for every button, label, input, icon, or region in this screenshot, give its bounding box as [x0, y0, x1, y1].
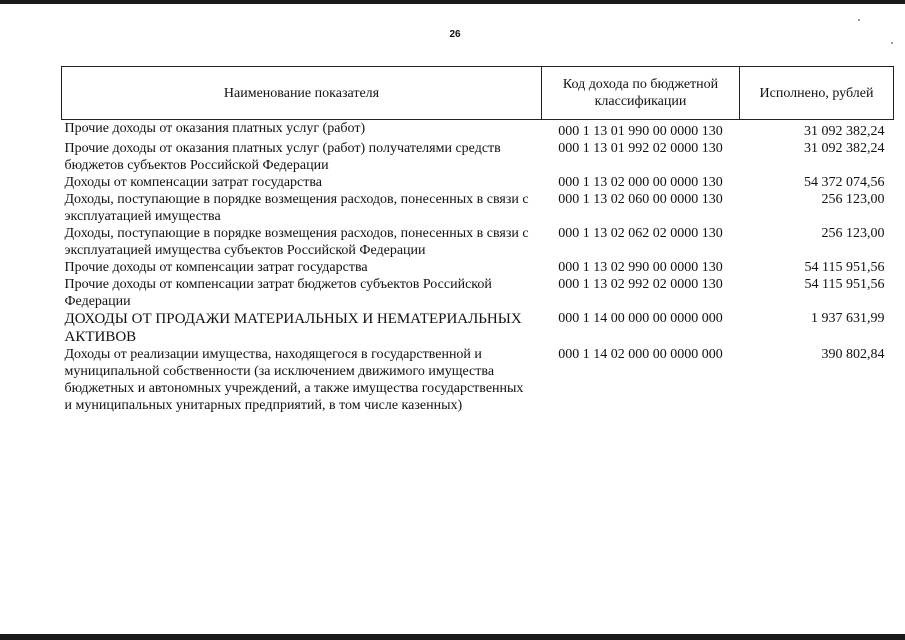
table-row	[62, 120, 894, 141]
table-row	[62, 276, 894, 310]
scan-speck	[858, 19, 860, 21]
row-name: Доходы, поступающие в порядке возмещения расходов, понесенных в связи с эксплуатацией имущества субъектов Российской Федерации	[64, 226, 529, 258]
table-row	[62, 259, 894, 276]
row-name: Доходы от компенсации затрат государства	[64, 175, 323, 190]
row-amount: 1 937 631,99	[811, 311, 885, 326]
column-header-amount: Исполнено, рублей	[740, 67, 894, 120]
table-row	[62, 140, 894, 174]
row-code: 000 1 13 01 992 02 0000 130	[558, 141, 723, 156]
page-number: 26	[449, 29, 461, 40]
row-code: 000 1 13 01 990 00 0000 130	[558, 124, 723, 139]
row-amount: 256 123,00	[821, 192, 885, 207]
row-code: 000 1 13 02 062 02 0000 130	[558, 226, 723, 241]
table-row	[62, 310, 894, 346]
column-header-code: Код дохода по бюджетной классификации	[542, 67, 740, 120]
row-name: Прочие доходы от оказания платных услуг (работ)	[64, 121, 366, 136]
scan-speck	[891, 42, 893, 44]
row-name: Прочие доходы от компенсации затрат государства	[64, 260, 368, 275]
row-amount: 390 802,84	[821, 347, 885, 362]
row-amount: 31 092 382,24	[804, 141, 885, 156]
row-amount: 256 123,00	[821, 226, 885, 241]
row-code: 000 1 13 02 000 00 0000 130	[558, 175, 723, 190]
row-code: 000 1 14 02 000 00 0000 000	[558, 347, 723, 362]
row-code: 000 1 14 00 000 00 0000 000	[558, 311, 723, 326]
row-name: Доходы от реализации имущества, находящегося в государственной и муниципальной собственности (за исключением движимого имущества бюджетных и автономных учреждений, а также имущества государственных и муниципальных унитарных предприятий, в том числе казенных)	[64, 347, 524, 413]
budget-revenue-table	[61, 66, 894, 414]
row-amount: 54 115 951,56	[804, 260, 885, 275]
column-header-name: Наименование показателя	[62, 67, 542, 120]
row-code: 000 1 13 02 060 00 0000 130	[558, 192, 723, 207]
row-amount: 54 372 074,56	[804, 175, 885, 190]
row-name: Прочие доходы от оказания платных услуг (работ) получателями средств бюджетов субъектов Российской Федерации	[64, 141, 501, 173]
row-name: ДОХОДЫ ОТ ПРОДАЖИ МАТЕРИАЛЬНЫХ И НЕМАТЕРИАЛЬНЫХ АКТИВОВ	[64, 311, 522, 345]
table-row	[62, 346, 894, 414]
scan-top-border	[0, 0, 905, 4]
row-code: 000 1 13 02 992 02 0000 130	[558, 277, 723, 292]
row-name: Прочие доходы от компенсации затрат бюджетов субъектов Российской Федерации	[64, 277, 492, 309]
table-header-row	[62, 67, 894, 120]
table-row	[62, 191, 894, 225]
row-name: Доходы, поступающие в порядке возмещения расходов, понесенных в связи с эксплуатацией имущества	[64, 192, 529, 224]
row-code: 000 1 13 02 990 00 0000 130	[558, 260, 723, 275]
scan-bottom-border	[0, 634, 905, 640]
row-amount: 54 115 951,56	[804, 277, 885, 292]
row-amount: 31 092 382,24	[804, 124, 885, 139]
table-row	[62, 174, 894, 191]
table-row	[62, 225, 894, 259]
